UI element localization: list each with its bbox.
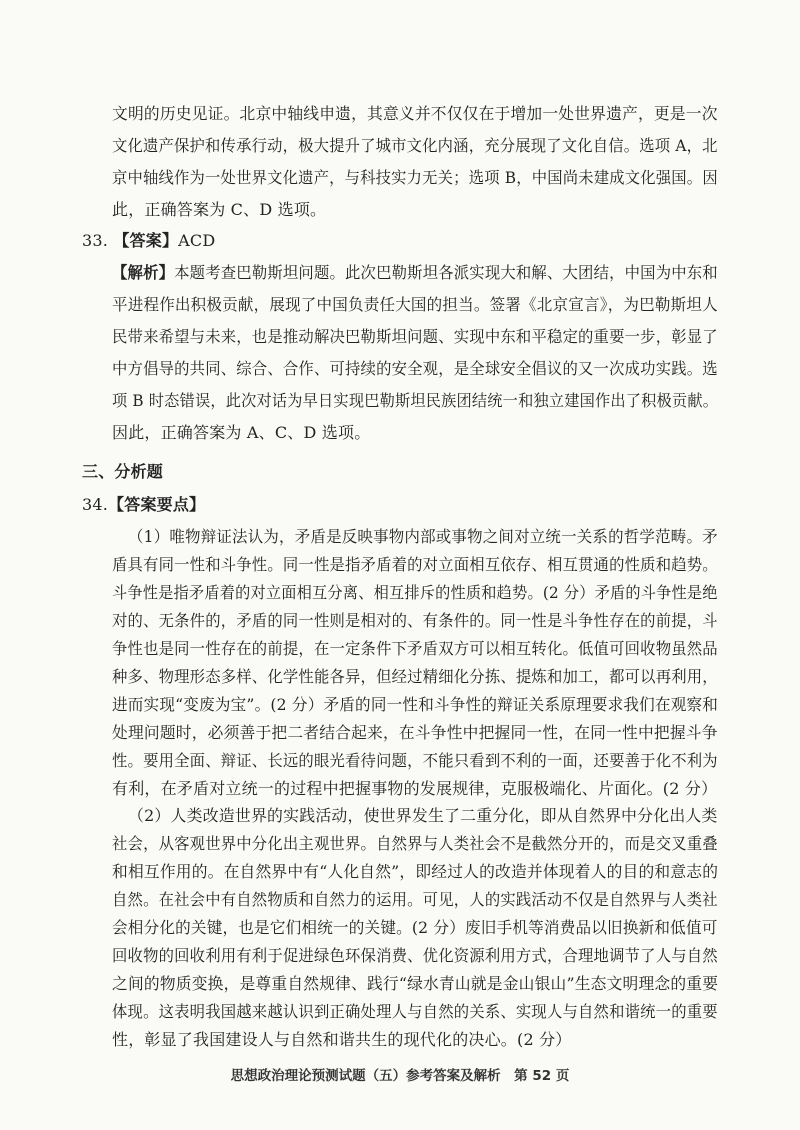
part1-line: 有利，在矛盾对立统一的过程中把握事物的发展规律，克服极端化、片面化。(2 分） <box>112 778 718 798</box>
part1-line: 争性也是同一性存在的前提，在一定条件下矛盾双方可以相互转化。低值可回收物虽然品 <box>112 638 718 658</box>
question-33-answer <box>82 231 215 251</box>
part2-line: 会相分化的关键，也是它们相统一的关键。(2 分）废旧手机等消费品以旧换新和低值可 <box>112 918 718 938</box>
page-footer: 思想政治理论预测试题（五）参考答案及解析 第 52 页 <box>230 1068 570 1084</box>
analysis-line: 中方倡导的共同、综合、合作、可持续的安全观，是全球安全倡议的又一次成功实践。选 <box>112 359 718 378</box>
answer-tag: 【答案】 <box>113 231 179 250</box>
question-34-heading <box>82 495 205 515</box>
question-number: 34. <box>82 495 109 514</box>
answer-value: ACD <box>178 231 216 250</box>
part1-line: 处理问题时，必须善于把二者结合起来，在斗争性中把握同一性，在同一性中把握斗争 <box>112 722 718 742</box>
part2-line: 回收物的回收利用有利于促进绿色环保消费、优化资源利用方式，合理地调节了人与自然 <box>112 946 718 966</box>
part2-line: 体现。这表明我国越来越认识到正确处理人与自然的关系、实现人与自然和谐统一的重要 <box>112 1002 718 1022</box>
analysis-line: 平进程作出积极贡献，展现了中国负责任大国的担当。签署《北京宣言》，为巴勒斯坦人 <box>112 295 718 314</box>
part2-line: 性，彰显了我国建设人与自然和谐共生的现代化的决心。(2 分） <box>112 1030 572 1049</box>
part1-line: 种多、物理形态多样、化学性能各异，但经过精细化分拣、提炼和加工，都可以再利用， <box>112 666 718 686</box>
part1-line: 性。要用全面、辩证、长远的眼光看待问题，不能只看到不利的一面，还要善于化不利为 <box>112 750 718 770</box>
analysis-text: 本题考查巴勒斯坦问题。此次巴勒斯坦各派实现大和解、大团结，中国为中东和 <box>174 263 718 282</box>
part1-line: 盾具有同一性和斗争性。同一性是指矛盾着的对立面相互依存、相互贯通的性质和趋势。 <box>112 554 718 574</box>
part2-line: 和相互作用的。在自然界中有“人化自然”，即经过人的改造并体现着人的目的和意志的 <box>112 862 719 882</box>
part1-line: 对的、无条件的，矛盾的同一性则是相对的、有条件的。同一性是斗争性存在的前提，斗 <box>112 610 718 630</box>
section-title: 三、分析题 <box>82 462 164 481</box>
analysis-line <box>112 263 718 283</box>
question-number: 33. <box>82 231 109 250</box>
part1-line: （1）唯物辩证法认为，矛盾是反映事物内部或事物之间对立统一关系的哲学范畴。矛 <box>128 527 718 546</box>
part1-line: 进而实现“变废为宝”。(2 分）矛盾的同一性和斗争性的辩证关系原理要求我们在观察和 <box>112 694 719 714</box>
analysis-line: 民带来希望与未来，也是推动解决巴勒斯坦问题、实现中东和平稳定的重要一步，彰显了 <box>112 327 718 346</box>
part2-line: 自然。在社会中有自然物质和自然力的运用。可见，人的实践活动不仅是自然界与人类社 <box>112 890 718 910</box>
analysis-line: 项 B 时态错误，此次对话为早日实现巴勒斯坦民族团结统一和独立建国作出了积极贡献。 <box>112 391 719 410</box>
answer-points-tag: 【答案要点】 <box>108 495 206 514</box>
para-line: 此，正确答案为 C、D 选项。 <box>112 200 327 219</box>
para-line: 文明的历史见证。北京中轴线申遗，其意义并不仅仅在于增加一处世界遗产，更是一次 <box>112 104 718 123</box>
part1-line: 斗争性是指矛盾着的对立面相互分离、相互排斥的性质和趋势。(2 分）矛盾的斗争性是绝 <box>112 582 718 602</box>
part2-line: 社会，从客观世界中分化出主观世界。自然界与人类社会不是截然分开的，而是交叉重叠 <box>112 834 718 854</box>
para-line: 文化遗产保护和传承行动，极大提升了城市文化内涵，充分展现了文化自信。选项 A，北 <box>112 136 718 155</box>
analysis-tag: 【解析】 <box>112 263 175 282</box>
part2-line: 之间的物质变换，是尊重自然规律、践行“绿水青山就是金山银山”生态文明理念的重要 <box>112 974 719 994</box>
para-line: 京中轴线作为一处世界文化遗产，与科技实力无关；选项 B，中国尚未建成文化强国。因 <box>112 168 718 187</box>
part2-line: （2）人类改造世界的实践活动，使世界发生了二重分化，即从自然界中分化出人类 <box>128 806 718 826</box>
analysis-line: 因此，正确答案为 A、C、D 选项。 <box>112 423 371 442</box>
